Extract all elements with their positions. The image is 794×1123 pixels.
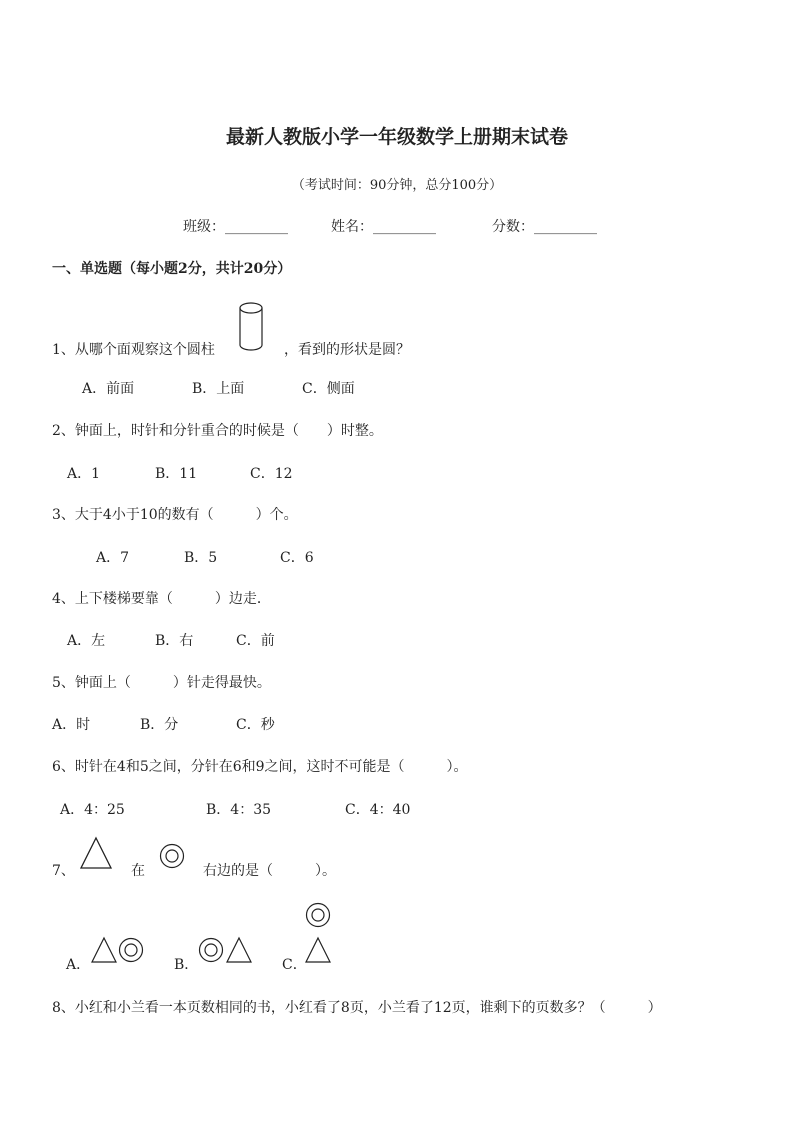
q2-option-b: B．11 [155, 466, 198, 482]
q5-option-b: B．分 [140, 717, 179, 733]
q1-option-b: B．上面 [192, 381, 245, 397]
q7-option-c: C． [282, 957, 307, 973]
question-1-prefix: 1、从哪个面观察这个圆柱 [52, 342, 215, 358]
q2-option-a: A．1 [67, 466, 101, 482]
q5-option-c: C．秒 [236, 717, 275, 733]
option-a-circle-icon [118, 937, 144, 963]
q2-option-c: C．12 [250, 466, 293, 482]
question-8: 8、小红和小兰看一本页数相同的书，小红看了8页，小兰看了12页，谁剩下的页数多？（ ） [52, 1000, 662, 1016]
option-a-triangle-icon [90, 936, 118, 964]
q1-option-a: A．前面 [82, 381, 135, 397]
q4-option-a: A．左 [67, 633, 106, 649]
q6-option-c: C．4：40 [345, 802, 411, 818]
question-4: 4、上下楼梯要靠（ ）边走． [52, 591, 271, 607]
q6-option-b: B．4：35 [206, 802, 272, 818]
q5-option-a: A．时 [52, 717, 91, 733]
class-field: 班级：_________ [183, 219, 288, 235]
question-5: 5、钟面上（ ）针走得最快。 [52, 675, 271, 691]
question-7-mid: 在 [131, 863, 145, 879]
q4-option-b: B．右 [155, 633, 194, 649]
q1-option-c: C．侧面 [302, 381, 355, 397]
q6-option-a: A．4：25 [60, 802, 125, 818]
q4-option-c: C．前 [236, 633, 275, 649]
section-heading: 一、单选题（每小题2分，共计20分） [52, 261, 292, 277]
question-7-number: 7、 [52, 863, 75, 879]
name-field: 姓名：_________ [331, 219, 436, 235]
option-c-triangle-icon [304, 936, 332, 964]
question-3: 3、大于4小于10的数有（ ）个。 [52, 507, 298, 523]
question-7-suffix: 右边的是（ ）。 [203, 863, 336, 879]
question-6: 6、时针在4和5之间，分针在6和9之间，这时不可能是（ ）。 [52, 759, 468, 775]
option-c-circle-icon [305, 902, 331, 928]
q3-option-a: A．7 [96, 550, 130, 566]
page-title: 最新人教版小学一年级数学上册期末试卷 [225, 126, 568, 148]
option-b-circle-icon [198, 937, 224, 963]
option-b-triangle-icon [225, 936, 253, 964]
q3-option-c: C．6 [280, 550, 314, 566]
q7-option-a: A． [66, 957, 91, 973]
question-2: 2、钟面上，时针和分针重合的时候是（ ）时整。 [52, 423, 383, 439]
question-1-suffix: ，看到的形状是圆？ [284, 342, 410, 358]
concentric-circle-icon [159, 843, 185, 869]
q7-option-b: B． [174, 957, 199, 973]
triangle-icon [79, 836, 113, 870]
cylinder-icon [238, 301, 266, 355]
q3-option-b: B．5 [184, 550, 218, 566]
exam-info: （考试时间：90分钟，总分100分） [291, 178, 503, 193]
score-field: 分数：_________ [492, 219, 597, 235]
